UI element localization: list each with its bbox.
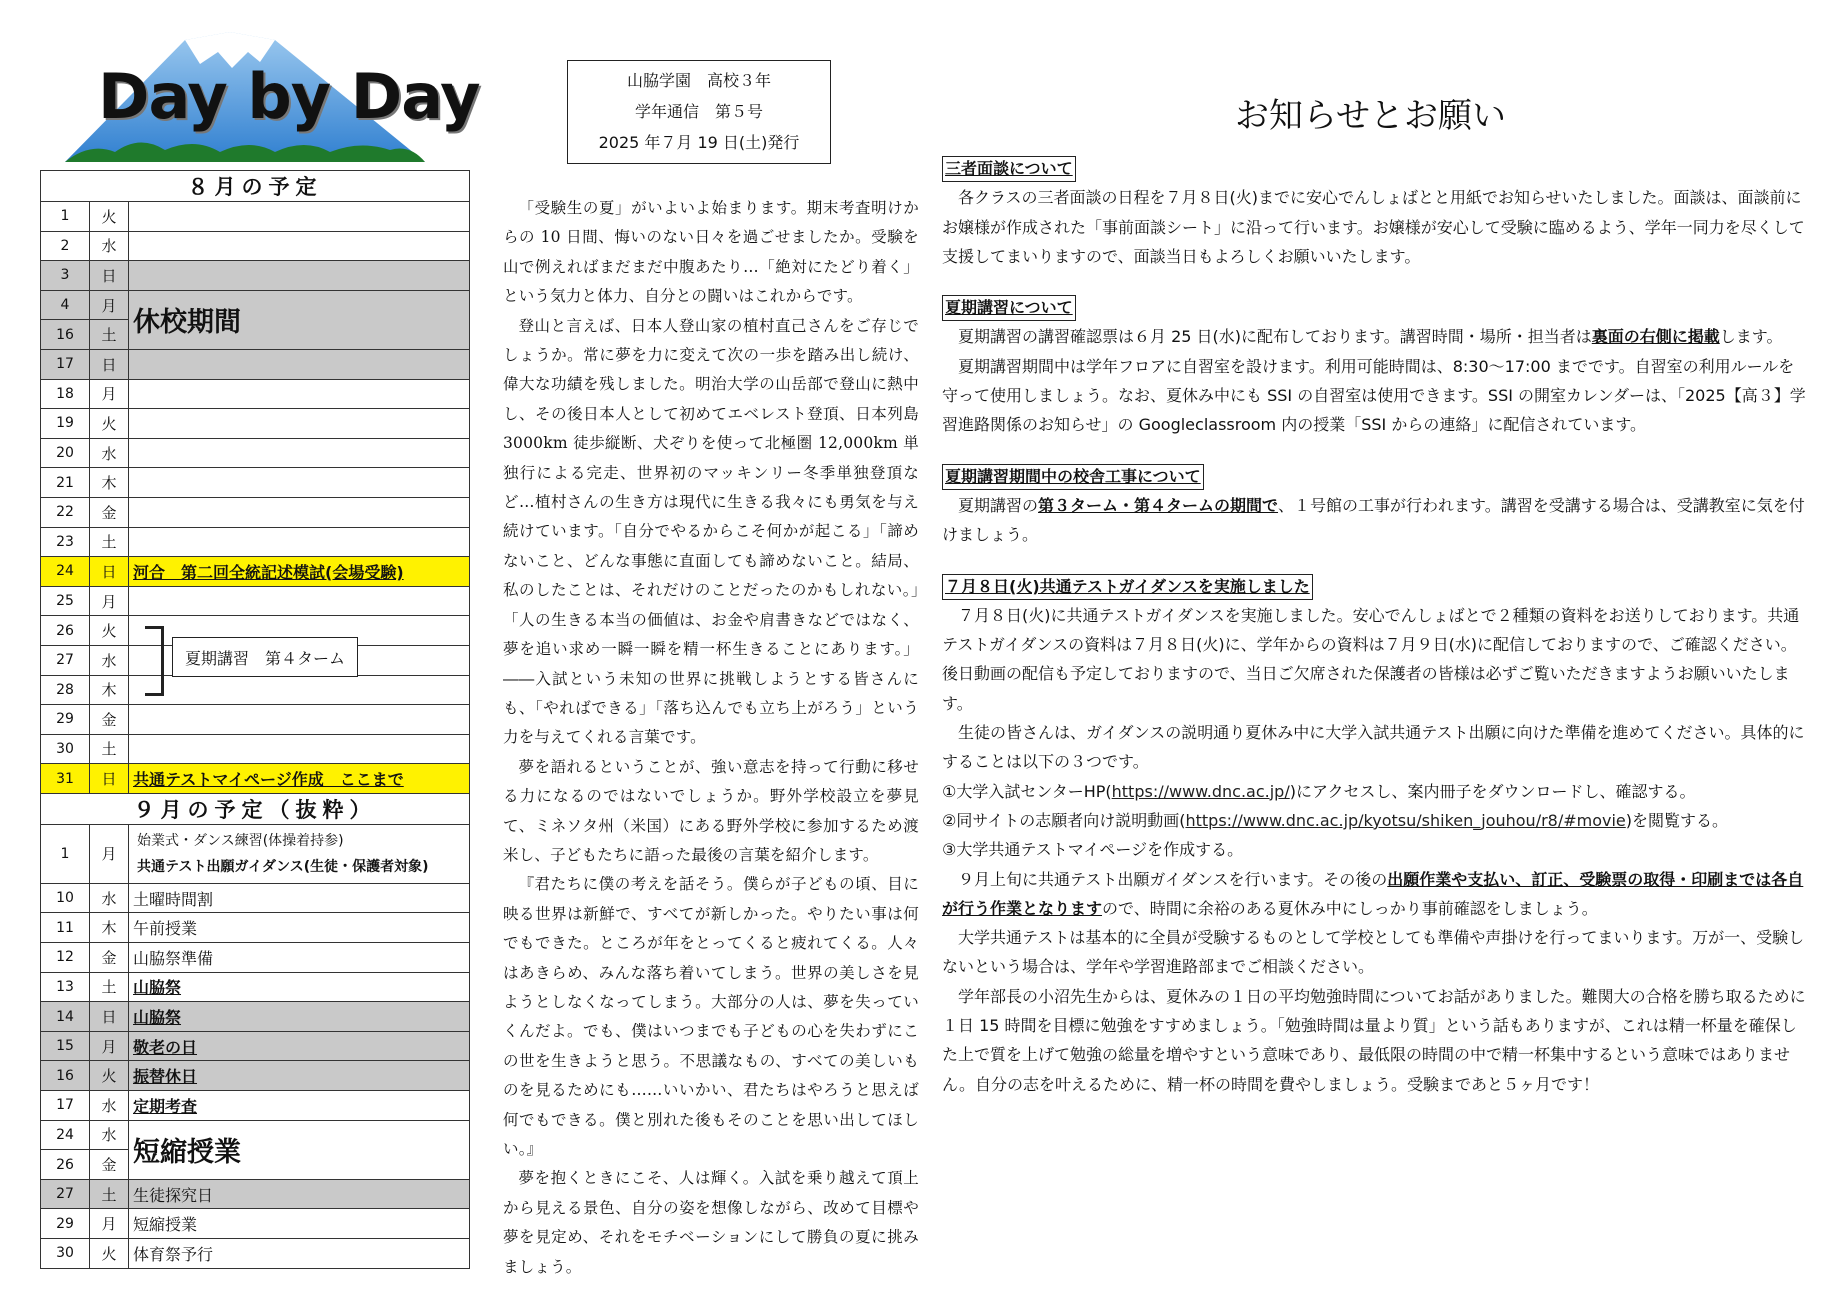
weekday-cell: 水 xyxy=(90,1091,129,1121)
event-cell: 体育祭予行 xyxy=(129,1239,470,1269)
underlined-text: 出願作業や支払い、訂正、受験票の取得・印刷までは各自が行う作業となります xyxy=(942,869,1804,918)
day-cell: 16 xyxy=(41,1061,90,1091)
weekday-cell: 日 xyxy=(90,764,129,794)
issue-date: 2025 年７月 19 日(土)発行 xyxy=(598,133,800,152)
day-cell: 25 xyxy=(41,586,90,616)
section-text: 各クラスの三者面談の日程を７月８日(火)までに安心でんしょばとと用紙でお知らせいたしました。面談は、面談前にお嬢様が作成された「事前面談シート」に沿って行います。お嬢様が安心して受験に臨めるよう、学年一同力を尽くして支援してまいりますので、面談当日もよろしくお願いいたします。 xyxy=(942,188,1805,266)
kaki-term-label: 夏期講習 第４ターム xyxy=(172,637,358,677)
schedule-row xyxy=(41,261,470,291)
weekday-cell: 月 xyxy=(90,1031,129,1061)
weekday-cell: 土 xyxy=(90,527,129,557)
schedule-row xyxy=(41,1179,470,1209)
weekday-cell: 月 xyxy=(90,290,129,320)
event-cell: 短縮授業 xyxy=(129,1209,470,1239)
section-heading: 夏期講習期間中の校舎工事について xyxy=(942,464,1204,490)
section-text: 生徒の皆さんは、ガイダンスの説明通り夏休み中に大学入試共通テスト出願に向けた準備を進めてください。具体的にすることは以下の３つです。 xyxy=(942,723,1805,772)
weekday-cell: 木 xyxy=(90,675,129,705)
weekday-cell: 火 xyxy=(90,202,129,232)
day-cell: 27 xyxy=(41,1179,90,1209)
weekday-cell: 火 xyxy=(90,1061,129,1091)
event-cell xyxy=(129,675,470,705)
movie-link[interactable]: https://www.dnc.ac.jp/kyotsu/shiken_jouhou/r8/#movie xyxy=(1185,810,1626,830)
day-cell: 26 xyxy=(41,616,90,646)
schedule-month-header xyxy=(41,171,470,202)
day-cell: 24 xyxy=(41,557,90,587)
section-heading: 三者面談について xyxy=(942,156,1076,182)
event-cell: 山脇祭 xyxy=(129,972,470,1002)
section-heading: 夏期講習について xyxy=(942,295,1076,321)
schedule-row xyxy=(41,349,470,379)
text-span: 、１号館の工事が行われます。講習を受講する場合は、受講教室に気を付けましょう。 xyxy=(942,495,1805,545)
underlined-text: 裏面の右側に掲載 xyxy=(1591,327,1720,347)
weekday-cell: 金 xyxy=(90,497,129,527)
month-header-text: ８月の予定 xyxy=(41,171,470,202)
newsletter-header xyxy=(567,60,831,164)
dnc-link[interactable]: https://www.dnc.ac.jp/ xyxy=(1111,781,1290,801)
schedule-row xyxy=(41,972,470,1002)
event-cell xyxy=(129,438,470,468)
weekday-cell: 日 xyxy=(90,557,129,587)
step-item: ③大学共通テストマイページを作成する。 xyxy=(942,840,1244,860)
section-text xyxy=(942,322,1807,351)
weekday-cell: 水 xyxy=(90,883,129,913)
day-cell: 29 xyxy=(41,1209,90,1239)
weekday-cell: 火 xyxy=(90,409,129,439)
month-header-text: ９月の予定（抜粋） xyxy=(41,793,470,824)
day-cell: 22 xyxy=(41,497,90,527)
text-span: )にアクセスし、案内冊子をダウンロードし、確認する。 xyxy=(1289,781,1696,801)
schedule-row xyxy=(41,1002,470,1032)
event-cell xyxy=(129,202,470,232)
event-cell: 山脇祭 xyxy=(129,1002,470,1032)
weekday-cell: 日 xyxy=(90,1002,129,1032)
weekday-cell: 木 xyxy=(90,913,129,943)
schedule-row xyxy=(41,1031,470,1061)
event-cell: 河合 第二回全統記述模試(会場受験) xyxy=(129,557,470,587)
section-construction xyxy=(942,458,1807,550)
event-cell xyxy=(129,527,470,557)
weekday-cell: 木 xyxy=(90,468,129,498)
event-cell xyxy=(129,468,470,498)
event-cell: 休校期間 xyxy=(129,290,470,349)
schedule-row xyxy=(41,883,470,913)
event-cell: 午前授業 xyxy=(129,913,470,943)
weekday-cell: 金 xyxy=(90,943,129,973)
schedule-table xyxy=(40,170,470,1269)
section-heading: ７月８日(火)共通テストガイダンスを実施しました xyxy=(942,574,1313,600)
weekday-cell: 月 xyxy=(90,1209,129,1239)
essay-paragraph: 「受験生の夏」がいよいよ始まります。期末考査明けからの 10 日間、悔いのない日々を過ごせましたか。受験を山で例えればまだまだ中腹あたり…「絶対にたどり着く」という気力と体力、自分との闘いはこれからです。 xyxy=(503,199,919,306)
day-cell: 1 xyxy=(41,824,90,883)
schedule-row xyxy=(41,438,470,468)
day-cell: 1 xyxy=(41,202,90,232)
underlined-text: 第３ターム・第４タームの期間で xyxy=(1038,495,1279,515)
schedule-row xyxy=(41,290,470,320)
weekday-cell: 水 xyxy=(90,438,129,468)
weekday-cell: 火 xyxy=(90,1239,129,1269)
day-cell: 30 xyxy=(41,734,90,764)
day-cell: 16 xyxy=(41,320,90,350)
section-text: 夏期講習期間中は学年フロアに自習室を設けます。利用可能時間は、8:30～17:00 までです。自習室の利用ルールを守って使用しましょう。なお、夏休み中にも SSI の自習室は使用できます。SSI の開室カレンダーは、「2025【高３】学習進路関係のお知らせ」の Googleclassroom 内の授業「SSI からの連絡」に配信されています。 xyxy=(942,356,1806,435)
issue-number: 学年通信 第５号 xyxy=(634,102,763,121)
day-cell: 12 xyxy=(41,943,90,973)
day-by-day-logo xyxy=(60,22,480,172)
schedule-row xyxy=(41,734,470,764)
schedule-row xyxy=(41,409,470,439)
weekday-cell: 水 xyxy=(90,645,129,675)
day-cell: 2 xyxy=(41,231,90,261)
weekday-cell: 月 xyxy=(90,824,129,883)
day-cell: 28 xyxy=(41,675,90,705)
event-cell xyxy=(129,261,470,291)
text-span: ので、時間に余裕のある夏休み中にしっかり事前確認をしましょう。 xyxy=(1102,898,1598,918)
schedule-row xyxy=(41,586,470,616)
day-cell: 17 xyxy=(41,1091,90,1121)
event-cell xyxy=(129,705,470,735)
event-cell xyxy=(129,231,470,261)
event-cell: 生徒探究日 xyxy=(129,1179,470,1209)
logo-text: Day by Day xyxy=(98,60,480,133)
schedule-row xyxy=(41,1061,470,1091)
text-span: 夏期講習の講習確認票は６月 25 日(水)に配布しております。講習時間・場所・担当者は xyxy=(958,327,1592,347)
schedule-row xyxy=(41,913,470,943)
schedule-row xyxy=(41,1120,470,1150)
day-cell: 30 xyxy=(41,1239,90,1269)
event-cell: 敬老の日 xyxy=(129,1031,470,1061)
schedule-row xyxy=(41,1091,470,1121)
day-cell: 15 xyxy=(41,1031,90,1061)
event-cell xyxy=(129,586,470,616)
event-cell: 定期考査 xyxy=(129,1091,470,1121)
schedule-row xyxy=(41,1209,470,1239)
event-cell xyxy=(129,497,470,527)
schedule-row xyxy=(41,1239,470,1269)
day-cell: 11 xyxy=(41,913,90,943)
essay-paragraph: 登山と言えば、日本人登山家の植村直己さんをご存じでしょうか。常に夢を力に変えて次の一歩を踏み出し続け、偉大な功績を残しました。明治大学の山岳部で登山に熱中し、その後日本人として初めてエベレスト登頂、日本列島 3000km 徒歩縦断、犬ぞりを使って北極圏 12,000km 単独行による完走、世界初のマッキンリー冬季単独登頂など…植村さんの生き方は現代に生きる我々にも勇気を与え続けています。「自分でやるからこそ何かが起こる」「諦めないこと、どんな事態に直面しても諦めないこと。結局、私のしたことは、それだけのことだったのかもしれない。」「人の生きる本当の価値は、お金や肩書きなどではなく、夢を追い求め一瞬一瞬を精一杯生きることにあります。」――入試という未知の世界に挑戦しようとする皆さんにも、「やればできる」「落ち込んでも立ち上がろう」という力を与えてくれる言葉です。 xyxy=(503,316,919,747)
schedule-month-header xyxy=(41,793,470,824)
event-cell xyxy=(129,734,470,764)
section-text: 学年部長の小沼先生からは、夏休みの１日の平均勉強時間についてお話がありました。難関大の合格を勝ち取るために１日 15 時間を目標に勉強をすすめましょう。「勉強時間は量より質」という話もありますが、これは精一杯量を確保した上で質を上げて勉強の総量を増やすという意味であり、最低限の時間の中で精一杯集中するという意味ではありません。自分の志を叶えるために、精一杯の時間を費やしましょう。受験まであと５ヶ月です！ xyxy=(942,986,1806,1094)
schedule-row xyxy=(41,557,470,587)
weekday-cell: 土 xyxy=(90,320,129,350)
section-text: 大学共通テストは基本的に全員が受験するものとして学校としても準備や声掛けを行ってまいります。万が一、受験しないという場合は、学年や学習進路部までご相談ください。 xyxy=(942,928,1805,977)
schedule-row xyxy=(41,705,470,735)
event-cell: 土曜時間割 xyxy=(129,883,470,913)
essay-paragraph: 夢を語れるということが、強い意志を持って行動に移せる力になるのではないでしょうか。野外学校設立を夢見て、ミネソタ州（米国）にある野外学校に参加するため渡米し、子どもたちに語った最後の言葉を紹介します。 xyxy=(503,757,919,864)
weekday-cell: 水 xyxy=(90,231,129,261)
schedule-row xyxy=(41,824,470,883)
weekday-cell: 金 xyxy=(90,705,129,735)
day-cell: 23 xyxy=(41,527,90,557)
weekday-cell: 水 xyxy=(90,1120,129,1150)
weekday-cell: 土 xyxy=(90,1179,129,1209)
event-cell: 短縮授業 xyxy=(129,1120,470,1179)
weekday-cell: 土 xyxy=(90,734,129,764)
section-common-test xyxy=(942,568,1807,1099)
section-summer-course xyxy=(942,289,1807,439)
schedule-row xyxy=(41,379,470,409)
essay-paragraph: 『君たちに僕の考えを話そう。僕らが子どもの頃、目に映る世界は新鮮で、すべてが新しかった。やりたい事は何でもできた。ところが年をとってくると疲れてくる。人々はあきらめ、みんな落ち着いてしまう。世界の美しさを見ようとしなくなってしまう。大部分の人は、夢を失っていくんだよ。でも、僕はいつまでも子どもの心を失わずにこの世を生きようと思う。不思議なもの、すべての美しいものを見るためにも……いいかい、君たちはやろうと思えば何でもできる。僕と別れた後もそのことを思い出してほしい。』 xyxy=(503,875,919,1158)
day-cell: 3 xyxy=(41,261,90,291)
event-cell xyxy=(129,824,470,883)
day-cell: 21 xyxy=(41,468,90,498)
essay-paragraph: 夢を抱くときにこそ、人は輝く。入試を乗り越えて頂上から見える景色、自分の姿を想像しながら、改めて目標や夢を見定め、それをモチベーションにして勝負の夏に挑みましょう。 xyxy=(503,1169,919,1276)
text-span: 夏期講習の xyxy=(958,495,1039,515)
schedule-row xyxy=(41,675,470,705)
text-span: します。 xyxy=(1719,327,1783,347)
section-interview xyxy=(942,150,1807,271)
schedule-row xyxy=(41,468,470,498)
step-item xyxy=(942,777,1807,806)
weekday-cell: 月 xyxy=(90,379,129,409)
event-cell xyxy=(129,409,470,439)
weekday-cell: 日 xyxy=(90,349,129,379)
event-cell: 共通テストマイページ作成 ここまで xyxy=(129,764,470,794)
essay-column xyxy=(503,194,919,1282)
event-cell xyxy=(129,379,470,409)
schedule-row xyxy=(41,497,470,527)
notices-title: お知らせとお願い xyxy=(1235,96,1506,136)
schedule-row xyxy=(41,943,470,973)
event-cell xyxy=(129,349,470,379)
section-text xyxy=(942,491,1807,550)
notices-column xyxy=(942,150,1807,1117)
step-item xyxy=(942,806,1807,835)
day-cell: 20 xyxy=(41,438,90,468)
section-text: ７月８日(火)に共通テストガイダンスを実施しました。安心でんしょばとで２種類の資料をお送りしております。共通テストガイダンスの資料は７月８日(火)に、学年からの資料は７月９日(水)に配信しておりますので、ご確認ください。後日動画の配信も予定しておりますので、当日ご欠席された保護者の皆様は必ずご覧いただきますようお願いいたします。 xyxy=(942,605,1800,713)
day-cell: 18 xyxy=(41,379,90,409)
weekday-cell: 土 xyxy=(90,972,129,1002)
day-cell: 26 xyxy=(41,1150,90,1180)
text-span: ①大学入試センターHP( xyxy=(942,781,1112,801)
day-cell: 4 xyxy=(41,290,90,320)
text-span: ９月上旬に共通テスト出願ガイダンスを行います。その後の xyxy=(958,869,1388,889)
day-cell: 27 xyxy=(41,645,90,675)
text-span: )を閲覧する。 xyxy=(1625,810,1729,830)
weekday-cell: 金 xyxy=(90,1150,129,1180)
day-cell: 19 xyxy=(41,409,90,439)
event-cell: 山脇祭準備 xyxy=(129,943,470,973)
text-span: ②同サイトの志願者向け説明動画( xyxy=(942,810,1186,830)
day-cell: 31 xyxy=(41,764,90,794)
schedule-row xyxy=(41,231,470,261)
section-text xyxy=(942,865,1807,924)
event-text: 始業式・ダンス練習(体操着持参) xyxy=(137,832,344,849)
kaki-bracket xyxy=(145,626,164,696)
day-cell: 13 xyxy=(41,972,90,1002)
weekday-cell: 月 xyxy=(90,586,129,616)
day-cell: 14 xyxy=(41,1002,90,1032)
schedule-row xyxy=(41,527,470,557)
event-text: 共通テスト出願ガイダンス(生徒・保護者対象) xyxy=(137,858,429,875)
weekday-cell: 火 xyxy=(90,616,129,646)
schedule-row xyxy=(41,202,470,232)
weekday-cell: 日 xyxy=(90,261,129,291)
day-cell: 24 xyxy=(41,1120,90,1150)
day-cell: 17 xyxy=(41,349,90,379)
day-cell: 10 xyxy=(41,883,90,913)
day-cell: 29 xyxy=(41,705,90,735)
schedule-row xyxy=(41,764,470,794)
school-grade: 山脇学園 高校３年 xyxy=(626,71,771,90)
event-cell: 振替休日 xyxy=(129,1061,470,1091)
